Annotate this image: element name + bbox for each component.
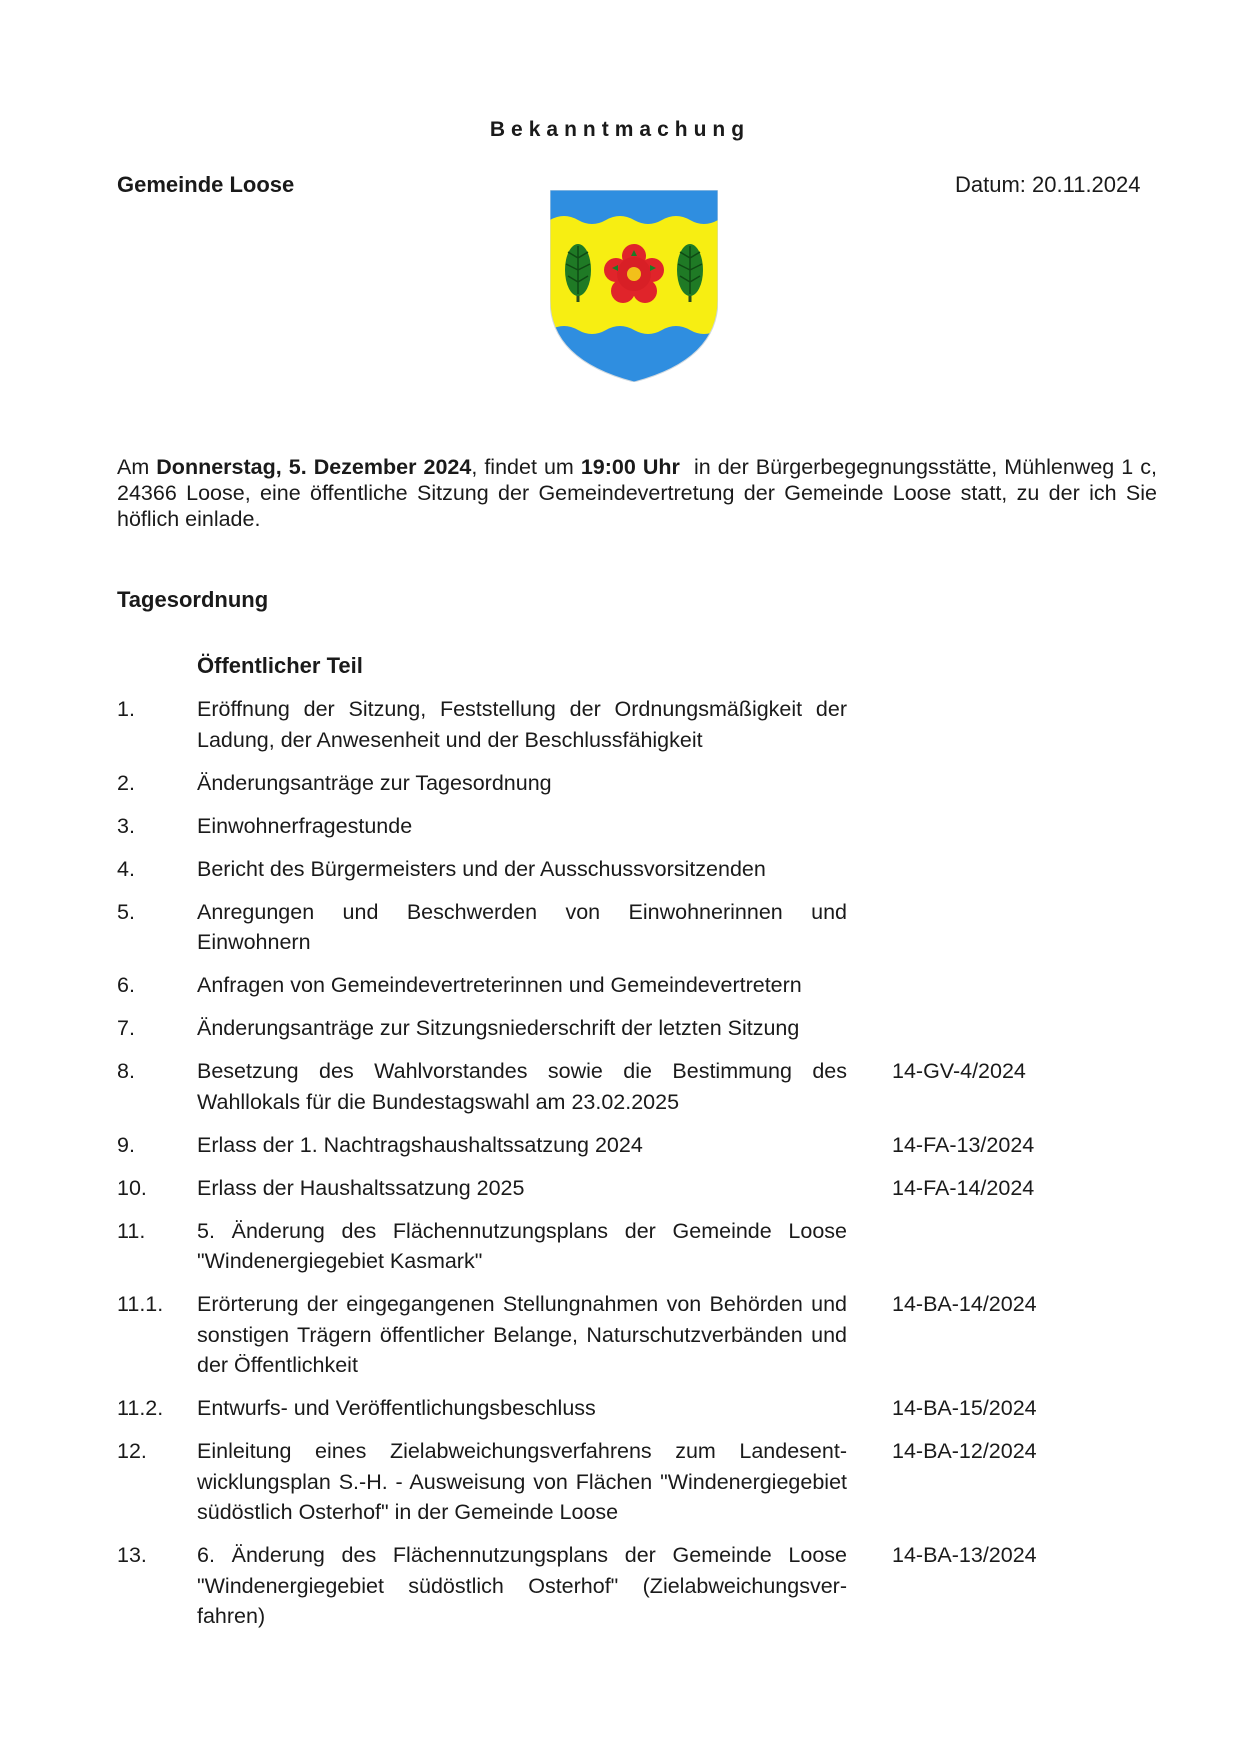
agenda-item bbox=[117, 694, 1117, 755]
agenda-item-number: 11.2. bbox=[117, 1396, 164, 1420]
agenda-item-text: Erlass der Haushaltssatzung 2025 bbox=[197, 1175, 525, 1200]
agenda-item-reference: 14-FA-13/2024 bbox=[892, 1132, 1035, 1157]
agenda-item-reference: 14-BA-14/2024 bbox=[892, 1292, 1037, 1316]
agenda-item bbox=[117, 1173, 1117, 1204]
agenda-item-reference: 14-BA-15/2024 bbox=[892, 1396, 1037, 1420]
agenda-item-number: 10. bbox=[117, 1175, 147, 1200]
agenda-item bbox=[117, 1216, 1117, 1277]
agenda-item-reference bbox=[892, 811, 1092, 842]
agenda-item-text: 5. Änderung des Flächennutzungsplans der Gemeinde Loose "Windenergiegebiet Kasmark" bbox=[197, 1218, 847, 1273]
agenda-item-reference: 14-GV-4/2024 bbox=[892, 1059, 1026, 1083]
intro-text: , findet um bbox=[471, 455, 581, 479]
agenda-item-text: Änderungsanträge zur Tagesordnung bbox=[197, 770, 552, 795]
agenda-item-text: Einwohnerfragestunde bbox=[197, 813, 413, 838]
agenda-item-text: Änderungsanträge zur Sitzungsniederschrift der letzten Sitzung bbox=[197, 1016, 800, 1040]
agenda-item-reference bbox=[892, 1013, 1092, 1044]
agenda-item-text: 6. Änderung des Flächennutzungsplans der Gemeinde Loose "Windenergiegebiet südöstlich Osterhof" (Zielabweichungsverfahren) bbox=[197, 1543, 847, 1628]
document-date: Datum: 20.11.2024 bbox=[955, 172, 1141, 197]
agenda-item-number: 8. bbox=[117, 1059, 135, 1083]
agenda-item-text: Einleitung eines Zielabweichungsverfahrens zum Landesentwicklungsplan S.-H. - Ausweisung von Flächen "Windenergiegebiet südöstlich Osterhof" in der Gemeinde Loose bbox=[197, 1439, 847, 1524]
meeting-time: 19:00 Uhr bbox=[580, 455, 680, 479]
agenda-item-number: 12. bbox=[117, 1439, 147, 1463]
agenda-item-number: 5. bbox=[117, 899, 135, 924]
agenda-item bbox=[117, 1289, 1117, 1381]
agenda-item bbox=[117, 897, 1117, 958]
agenda-item-reference bbox=[892, 970, 1092, 1001]
agenda-item-reference bbox=[892, 694, 1092, 755]
agenda-item-text: Anfragen von Gemeindevertreterinnen und Gemeindevertretern bbox=[197, 973, 802, 997]
agenda-item bbox=[117, 811, 1117, 842]
agenda-item-reference: 14-FA-14/2024 bbox=[892, 1175, 1035, 1200]
agenda-list bbox=[117, 694, 1117, 1644]
agenda-item-number: 6. bbox=[117, 973, 135, 997]
agenda-item bbox=[117, 1540, 1117, 1632]
intro-text: in der Bürgerbegegnungsstätte, Mühlenweg 1 c, 24366 Loose, eine öffentliche Sitzung der Gemeindevertretung der Gemeinde Loose statt, zu der ich Sie höflich einlade. bbox=[117, 455, 1163, 531]
meeting-date: Donnerstag, 5. Dezember 2024 bbox=[156, 455, 472, 479]
agenda-item-number: 11. bbox=[117, 1218, 146, 1243]
agenda-item bbox=[117, 1130, 1117, 1161]
intro-text: Am bbox=[117, 455, 157, 479]
agenda-item-reference bbox=[892, 768, 1092, 799]
agenda-item-reference: 14-BA-12/2024 bbox=[892, 1439, 1037, 1463]
agenda-item bbox=[117, 1056, 1117, 1117]
agenda-item-number: 11.1. bbox=[117, 1292, 164, 1316]
agenda-item-text: Bericht des Bürgermeisters und der Ausschussvorsitzenden bbox=[197, 856, 766, 881]
agenda-item-text: Besetzung des Wahlvorstandes sowie die Bestimmung des Wahllokals für die Bundestagswahl am 23.02.2025 bbox=[197, 1059, 847, 1114]
public-section-title: Öffentlicher Teil bbox=[197, 653, 363, 678]
agenda-item-number: 4. bbox=[117, 856, 135, 881]
agenda-item-text: Entwurfs- und Veröffentlichungsbeschluss bbox=[197, 1396, 596, 1420]
agenda-item-reference bbox=[892, 854, 1092, 885]
agenda-item-reference: 14-BA-13/2024 bbox=[892, 1543, 1037, 1567]
agenda-item bbox=[117, 768, 1117, 799]
agenda-item-number: 3. bbox=[117, 813, 135, 838]
agenda-item bbox=[117, 1393, 1117, 1424]
agenda-item-number: 9. bbox=[117, 1132, 135, 1157]
agenda-item-reference bbox=[892, 897, 1092, 958]
document-heading: Bekanntmachung bbox=[489, 118, 751, 141]
agenda-item bbox=[117, 1013, 1117, 1044]
agenda-item bbox=[117, 970, 1117, 1001]
coat-of-arms bbox=[550, 190, 718, 382]
agenda-item-text: Anregungen und Beschwerden von Einwohnerinnen und Einwohnern bbox=[197, 899, 847, 954]
agenda-item-text: Eröffnung der Sitzung, Feststellung der Ordnungsmäßigkeit der Ladung, der Anwesenheit und der Beschlussfähigkeit bbox=[197, 697, 847, 752]
agenda-item-number: 1. bbox=[117, 697, 135, 721]
agenda-item bbox=[117, 854, 1117, 885]
agenda-item-text: Erlass der 1. Nachtragshaushaltssatzung 2024 bbox=[197, 1132, 643, 1157]
agenda-title: Tagesordnung bbox=[117, 587, 269, 612]
agenda-item-text: Erörterung der eingegangenen Stellungnahmen von Behörden und sonstigen Trägern öffentlicher Belange, Naturschutzverbänden und der Öffentlichkeit bbox=[197, 1292, 847, 1377]
invitation-paragraph bbox=[117, 454, 1163, 532]
agenda-item-number: 7. bbox=[117, 1016, 135, 1040]
agenda-item bbox=[117, 1436, 1117, 1528]
agenda-item-reference bbox=[892, 1216, 1092, 1277]
agenda-item-number: 13. bbox=[117, 1543, 147, 1567]
municipality-name: Gemeinde Loose bbox=[117, 172, 295, 197]
agenda-item-number: 2. bbox=[117, 770, 135, 795]
